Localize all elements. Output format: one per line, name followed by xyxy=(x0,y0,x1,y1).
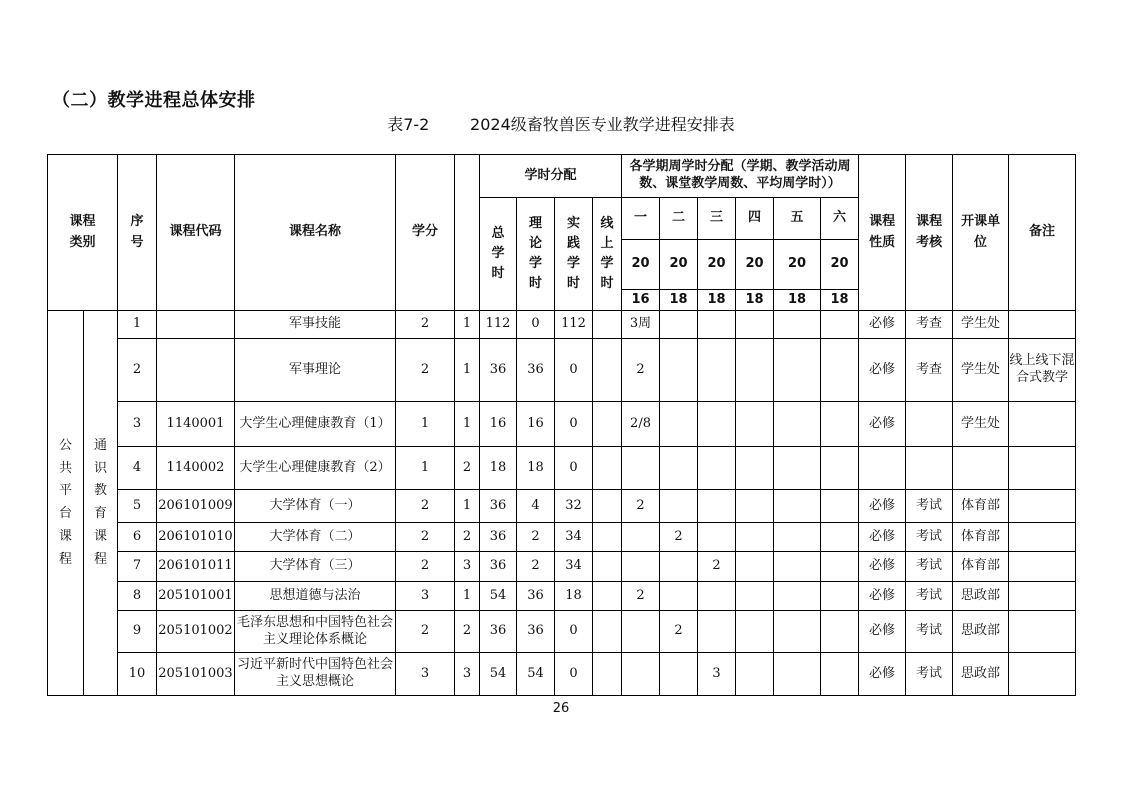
code-cell: 206101010 xyxy=(157,523,235,552)
semester-4-header: 四 xyxy=(736,198,774,240)
seq-cell: 2 xyxy=(118,339,157,402)
nature-cell xyxy=(859,447,906,490)
remark-header: 备注 xyxy=(1009,155,1076,311)
practice-cell: 0 xyxy=(555,447,593,490)
teaching-plan-table xyxy=(47,154,1076,696)
name-cell: 大学生心理健康教育（1） xyxy=(235,402,396,447)
sem5-cell xyxy=(774,339,821,402)
hours-group-header: 学时分配 xyxy=(480,155,622,198)
credit-cell: 2 xyxy=(396,552,455,582)
table-row xyxy=(48,311,1076,339)
sem6-cell xyxy=(821,582,859,611)
term-cell: 2 xyxy=(455,447,480,490)
term-cell: 2 xyxy=(455,523,480,552)
name-cell: 大学体育（一） xyxy=(235,490,396,523)
semester-3-header: 三 xyxy=(698,198,736,240)
seq-cell: 1 xyxy=(118,311,157,339)
remark-cell xyxy=(1009,611,1076,653)
sem5-cell xyxy=(774,611,821,653)
name-cell: 思想道德与法治 xyxy=(235,582,396,611)
table-row xyxy=(48,523,1076,552)
remark-cell xyxy=(1009,311,1076,339)
sem6-cell xyxy=(821,653,859,696)
code-cell: 205101003 xyxy=(157,653,235,696)
online-cell xyxy=(593,523,622,552)
remark-cell: 线上线下混合式教学 xyxy=(1009,339,1076,402)
sem1-cell: 2 xyxy=(622,490,660,523)
term-cell: 1 xyxy=(455,490,480,523)
sem5-cell xyxy=(774,402,821,447)
name-cell: 大学体育（二） xyxy=(235,523,396,552)
sem5-cell xyxy=(774,653,821,696)
total-cell: 36 xyxy=(480,611,517,653)
seq-cell: 5 xyxy=(118,490,157,523)
seq-cell: 6 xyxy=(118,523,157,552)
name-header: 课程名称 xyxy=(235,155,396,311)
online-hours-header: 线上学时 xyxy=(593,198,622,311)
name-cell: 习近平新时代中国特色社会主义思想概论 xyxy=(235,653,396,696)
term-cell: 2 xyxy=(455,611,480,653)
code-cell: 206101009 xyxy=(157,490,235,523)
sem3-cell: 3 xyxy=(698,653,736,696)
assess-cell: 考试 xyxy=(906,552,953,582)
nature-cell: 必修 xyxy=(859,552,906,582)
remark-cell xyxy=(1009,402,1076,447)
assess-cell: 考试 xyxy=(906,611,953,653)
table-row xyxy=(48,653,1076,696)
theory-cell: 54 xyxy=(517,653,555,696)
semester-5-header: 五 xyxy=(774,198,821,240)
sem6-cell xyxy=(821,402,859,447)
sem1-cell: 2 xyxy=(622,582,660,611)
sem2-cell xyxy=(660,339,698,402)
credit-cell: 2 xyxy=(396,523,455,552)
semester-6-header: 六 xyxy=(821,198,859,240)
nature-header: 课程性质 xyxy=(859,155,906,311)
sem3-cell xyxy=(698,490,736,523)
term-cell: 1 xyxy=(455,582,480,611)
dept-cell xyxy=(953,447,1009,490)
category-sub-cell: 通识教育课程 xyxy=(84,311,118,696)
online-cell xyxy=(593,311,622,339)
name-cell: 大学体育（三） xyxy=(235,552,396,582)
table-caption: 表7-2 2024级畜牧兽医专业教学进程安排表 xyxy=(387,115,735,134)
nature-cell: 必修 xyxy=(859,653,906,696)
seq-cell: 4 xyxy=(118,447,157,490)
sem2-cell xyxy=(660,653,698,696)
dept-cell: 学生处 xyxy=(953,339,1009,402)
nature-cell: 必修 xyxy=(859,402,906,447)
credit-cell: 2 xyxy=(396,611,455,653)
table-row xyxy=(48,402,1076,447)
sem4-cell xyxy=(736,552,774,582)
code-cell: 1140002 xyxy=(157,447,235,490)
sem2-cell: 2 xyxy=(660,523,698,552)
table-row xyxy=(48,339,1076,402)
nature-cell: 必修 xyxy=(859,339,906,402)
sem3-cell xyxy=(698,402,736,447)
sem1-cell xyxy=(622,523,660,552)
theory-cell: 4 xyxy=(517,490,555,523)
sem2-cell xyxy=(660,490,698,523)
code-cell xyxy=(157,339,235,402)
class-weeks-2: 18 xyxy=(660,290,698,311)
sem4-cell xyxy=(736,523,774,552)
seq-cell: 8 xyxy=(118,582,157,611)
category-header: 课程类别 xyxy=(48,155,118,311)
sem2-cell xyxy=(660,582,698,611)
dept-cell: 学生处 xyxy=(953,402,1009,447)
term-cell: 1 xyxy=(455,311,480,339)
practice-cell: 32 xyxy=(555,490,593,523)
assessment-header: 课程考核 xyxy=(906,155,953,311)
name-cell: 军事理论 xyxy=(235,339,396,402)
nature-cell: 必修 xyxy=(859,611,906,653)
semester-1-header: 一 xyxy=(622,198,660,240)
total-cell: 36 xyxy=(480,523,517,552)
total-cell: 112 xyxy=(480,311,517,339)
name-cell: 毛泽东思想和中国特色社会主义理论体系概论 xyxy=(235,611,396,653)
term-header xyxy=(455,155,480,311)
dept-header: 开课单位 xyxy=(953,155,1009,311)
remark-cell xyxy=(1009,490,1076,523)
practice-hours-header: 实践学时 xyxy=(555,198,593,311)
total-hours-header: 总学时 xyxy=(480,198,517,311)
sem6-cell xyxy=(821,311,859,339)
table-row xyxy=(48,490,1076,523)
nature-cell: 必修 xyxy=(859,582,906,611)
semester-2-header: 二 xyxy=(660,198,698,240)
assess-cell: 考试 xyxy=(906,582,953,611)
online-cell xyxy=(593,447,622,490)
sem2-cell: 2 xyxy=(660,611,698,653)
credit-cell: 3 xyxy=(396,582,455,611)
total-cell: 18 xyxy=(480,447,517,490)
sem5-cell xyxy=(774,447,821,490)
assess-cell: 考试 xyxy=(906,490,953,523)
seq-header: 序号 xyxy=(118,155,157,311)
class-weeks-5: 18 xyxy=(774,290,821,311)
code-cell: 206101011 xyxy=(157,552,235,582)
sem6-cell xyxy=(821,339,859,402)
remark-cell xyxy=(1009,523,1076,552)
sem1-cell xyxy=(622,653,660,696)
sem1-cell xyxy=(622,447,660,490)
credit-cell: 2 xyxy=(396,490,455,523)
category-main-cell: 公共平台课程 xyxy=(48,311,84,696)
total-cell: 16 xyxy=(480,402,517,447)
credit-cell: 2 xyxy=(396,339,455,402)
theory-cell: 36 xyxy=(517,339,555,402)
assess-cell: 考试 xyxy=(906,653,953,696)
sem4-cell xyxy=(736,339,774,402)
sem3-cell xyxy=(698,523,736,552)
class-weeks-6: 18 xyxy=(821,290,859,311)
practice-cell: 34 xyxy=(555,523,593,552)
term-cell: 3 xyxy=(455,552,480,582)
sem2-cell xyxy=(660,402,698,447)
assess-cell: 考查 xyxy=(906,311,953,339)
remark-cell xyxy=(1009,447,1076,490)
dept-cell: 思政部 xyxy=(953,611,1009,653)
sem5-cell xyxy=(774,490,821,523)
sem1-cell xyxy=(622,611,660,653)
plan-body xyxy=(48,311,1076,696)
nature-cell: 必修 xyxy=(859,523,906,552)
activity-weeks-1: 20 xyxy=(622,240,660,290)
remark-cell xyxy=(1009,653,1076,696)
online-cell xyxy=(593,582,622,611)
total-cell: 36 xyxy=(480,490,517,523)
sem2-cell xyxy=(660,552,698,582)
seq-cell: 3 xyxy=(118,402,157,447)
total-cell: 36 xyxy=(480,552,517,582)
online-cell xyxy=(593,552,622,582)
table-row xyxy=(48,447,1076,490)
sem3-cell xyxy=(698,582,736,611)
sem5-cell xyxy=(774,523,821,552)
credit-header: 学分 xyxy=(396,155,455,311)
activity-weeks-2: 20 xyxy=(660,240,698,290)
credit-cell: 2 xyxy=(396,311,455,339)
sem6-cell xyxy=(821,523,859,552)
credit-cell: 1 xyxy=(396,402,455,447)
assess-cell: 考查 xyxy=(906,339,953,402)
term-cell: 1 xyxy=(455,339,480,402)
class-weeks-1: 16 xyxy=(622,290,660,311)
name-cell: 大学生心理健康教育（2） xyxy=(235,447,396,490)
table-row xyxy=(48,582,1076,611)
term-cell: 3 xyxy=(455,653,480,696)
remark-cell xyxy=(1009,552,1076,582)
nature-cell: 必修 xyxy=(859,490,906,523)
credit-cell: 3 xyxy=(396,653,455,696)
sem4-cell xyxy=(736,402,774,447)
sem4-cell xyxy=(736,447,774,490)
header-row-1 xyxy=(48,155,1076,198)
dept-cell: 体育部 xyxy=(953,552,1009,582)
sem3-cell xyxy=(698,447,736,490)
sem6-cell xyxy=(821,611,859,653)
practice-cell: 0 xyxy=(555,339,593,402)
seq-cell: 7 xyxy=(118,552,157,582)
sem5-cell xyxy=(774,552,821,582)
code-cell: 1140001 xyxy=(157,402,235,447)
theory-cell: 0 xyxy=(517,311,555,339)
assess-cell xyxy=(906,447,953,490)
page-number: 26 xyxy=(552,701,570,716)
sem3-cell xyxy=(698,611,736,653)
dept-cell: 思政部 xyxy=(953,582,1009,611)
online-cell xyxy=(593,653,622,696)
code-cell xyxy=(157,311,235,339)
practice-cell: 112 xyxy=(555,311,593,339)
sem5-cell xyxy=(774,311,821,339)
code-cell: 205101002 xyxy=(157,611,235,653)
code-cell: 205101001 xyxy=(157,582,235,611)
assess-cell: 考试 xyxy=(906,523,953,552)
theory-cell: 36 xyxy=(517,611,555,653)
sem2-cell xyxy=(660,311,698,339)
sem5-cell xyxy=(774,582,821,611)
online-cell xyxy=(593,402,622,447)
nature-cell: 必修 xyxy=(859,311,906,339)
class-weeks-3: 18 xyxy=(698,290,736,311)
sem1-cell xyxy=(622,552,660,582)
dept-cell: 体育部 xyxy=(953,490,1009,523)
practice-cell: 0 xyxy=(555,402,593,447)
online-cell xyxy=(593,611,622,653)
theory-cell: 18 xyxy=(517,447,555,490)
seq-cell: 10 xyxy=(118,653,157,696)
sem3-cell xyxy=(698,339,736,402)
sem4-cell xyxy=(736,311,774,339)
sem4-cell xyxy=(736,582,774,611)
table-row xyxy=(48,611,1076,653)
theory-cell: 2 xyxy=(517,523,555,552)
dept-cell: 体育部 xyxy=(953,523,1009,552)
sem1-cell: 3周 xyxy=(622,311,660,339)
sem1-cell: 2/8 xyxy=(622,402,660,447)
sem3-cell xyxy=(698,311,736,339)
sem4-cell xyxy=(736,653,774,696)
sem6-cell xyxy=(821,552,859,582)
dept-cell: 思政部 xyxy=(953,653,1009,696)
theory-cell: 36 xyxy=(517,582,555,611)
dept-cell: 学生处 xyxy=(953,311,1009,339)
activity-weeks-5: 20 xyxy=(774,240,821,290)
sem2-cell xyxy=(660,447,698,490)
class-weeks-4: 18 xyxy=(736,290,774,311)
sem1-cell: 2 xyxy=(622,339,660,402)
total-cell: 54 xyxy=(480,582,517,611)
seq-cell: 9 xyxy=(118,611,157,653)
credit-cell: 1 xyxy=(396,447,455,490)
online-cell xyxy=(593,490,622,523)
sem6-cell xyxy=(821,490,859,523)
practice-cell: 34 xyxy=(555,552,593,582)
activity-weeks-6: 20 xyxy=(821,240,859,290)
total-cell: 54 xyxy=(480,653,517,696)
practice-cell: 18 xyxy=(555,582,593,611)
sem4-cell xyxy=(736,611,774,653)
semester-group-header: 各学期周学时分配（学期、教学活动周数、课堂教学周数、平均周学时）） xyxy=(622,155,859,198)
total-cell: 36 xyxy=(480,339,517,402)
activity-weeks-4: 20 xyxy=(736,240,774,290)
online-cell xyxy=(593,339,622,402)
sem6-cell xyxy=(821,447,859,490)
remark-cell xyxy=(1009,582,1076,611)
sem4-cell xyxy=(736,490,774,523)
theory-cell: 16 xyxy=(517,402,555,447)
section-title: （二）教学进程总体安排 xyxy=(52,90,256,111)
code-header: 课程代码 xyxy=(157,155,235,311)
table-row xyxy=(48,552,1076,582)
theory-hours-header: 理论学时 xyxy=(517,198,555,311)
name-cell: 军事技能 xyxy=(235,311,396,339)
practice-cell: 0 xyxy=(555,653,593,696)
practice-cell: 0 xyxy=(555,611,593,653)
term-cell: 1 xyxy=(455,402,480,447)
activity-weeks-3: 20 xyxy=(698,240,736,290)
theory-cell: 2 xyxy=(517,552,555,582)
assess-cell xyxy=(906,402,953,447)
sem3-cell: 2 xyxy=(698,552,736,582)
